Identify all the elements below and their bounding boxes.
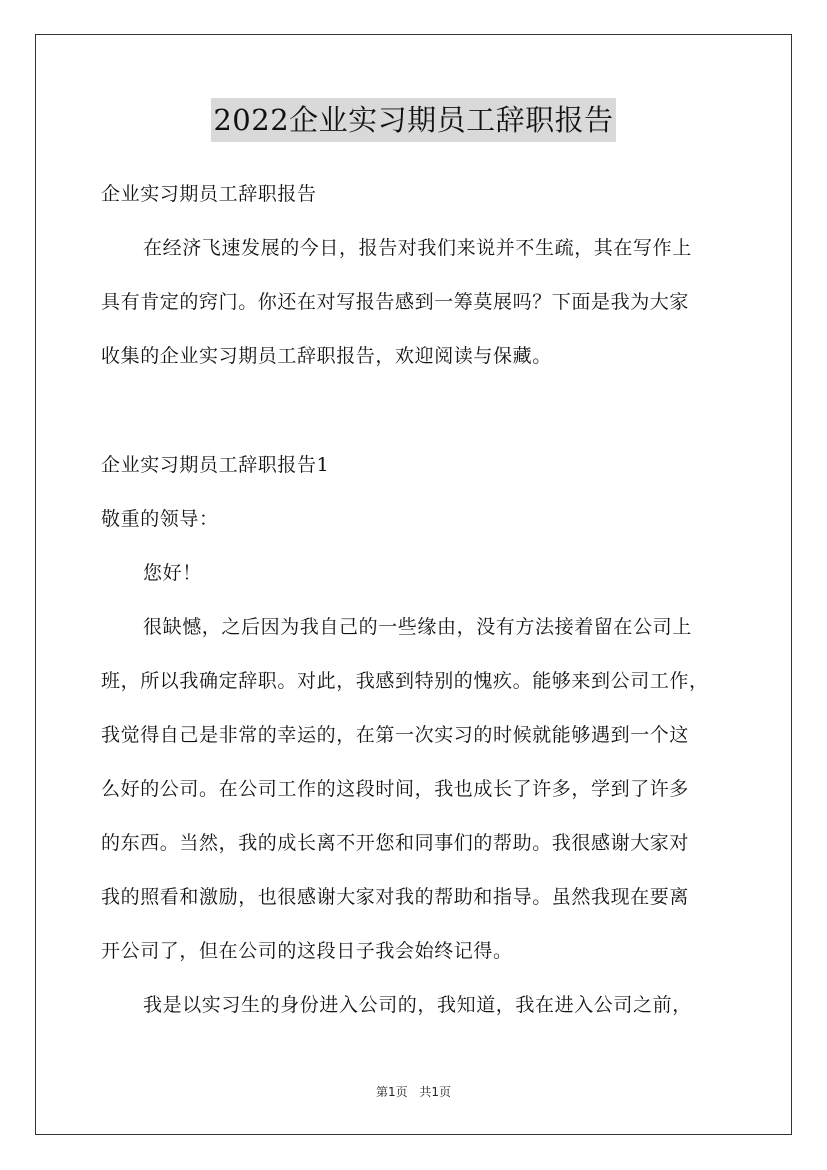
document-title: 2022企业实习期员工辞职报告 xyxy=(211,98,615,142)
body-line: 我是以实习生的身份进入公司的，我知道，我在进入公司之前， xyxy=(143,994,692,1016)
body-line: 我的照看和激励，也很感谢大家对我的帮助和指导。虽然我现在要离 xyxy=(101,886,690,908)
title-container xyxy=(0,98,827,142)
body-line: 么好的公司。在公司工作的这段时间，我也成长了许多，学到了许多 xyxy=(101,778,690,800)
body-line: 很缺憾，之后因为我自己的一些缘由，没有方法接着留在公司上 xyxy=(143,616,692,638)
salutation: 敬重的领导： xyxy=(101,508,219,530)
greeting: 您好！ xyxy=(143,562,202,584)
intro-line: 收集的企业实习期员工辞职报告，欢迎阅读与保藏。 xyxy=(101,345,552,367)
page-total: 共1页 xyxy=(419,1085,452,1099)
intro-line: 在经济飞速发展的今日，报告对我们来说并不生疏，其在写作上 xyxy=(143,237,692,259)
body-line: 开公司了，但在公司的这段日子我会始终记得。 xyxy=(101,940,513,962)
page-number: 第1页 xyxy=(375,1085,408,1099)
body-line: 班，所以我确定辞职。对此，我感到特别的愧疚。能够来到公司工作， xyxy=(101,670,709,692)
section-heading: 企业实习期员工辞职报告1 xyxy=(101,454,330,476)
document-subtitle: 企业实习期员工辞职报告 xyxy=(101,183,317,205)
page-footer xyxy=(0,1083,827,1100)
body-line: 的东西。当然，我的成长离不开您和同事们的帮助。我很感谢大家对 xyxy=(101,832,690,854)
intro-line: 具有肯定的窍门。你还在对写报告感到一筹莫展吗？下面是我为大家 xyxy=(101,291,690,313)
body-line: 我觉得自己是非常的幸运的，在第一次实习的时候就能够遇到一个这 xyxy=(101,724,690,746)
